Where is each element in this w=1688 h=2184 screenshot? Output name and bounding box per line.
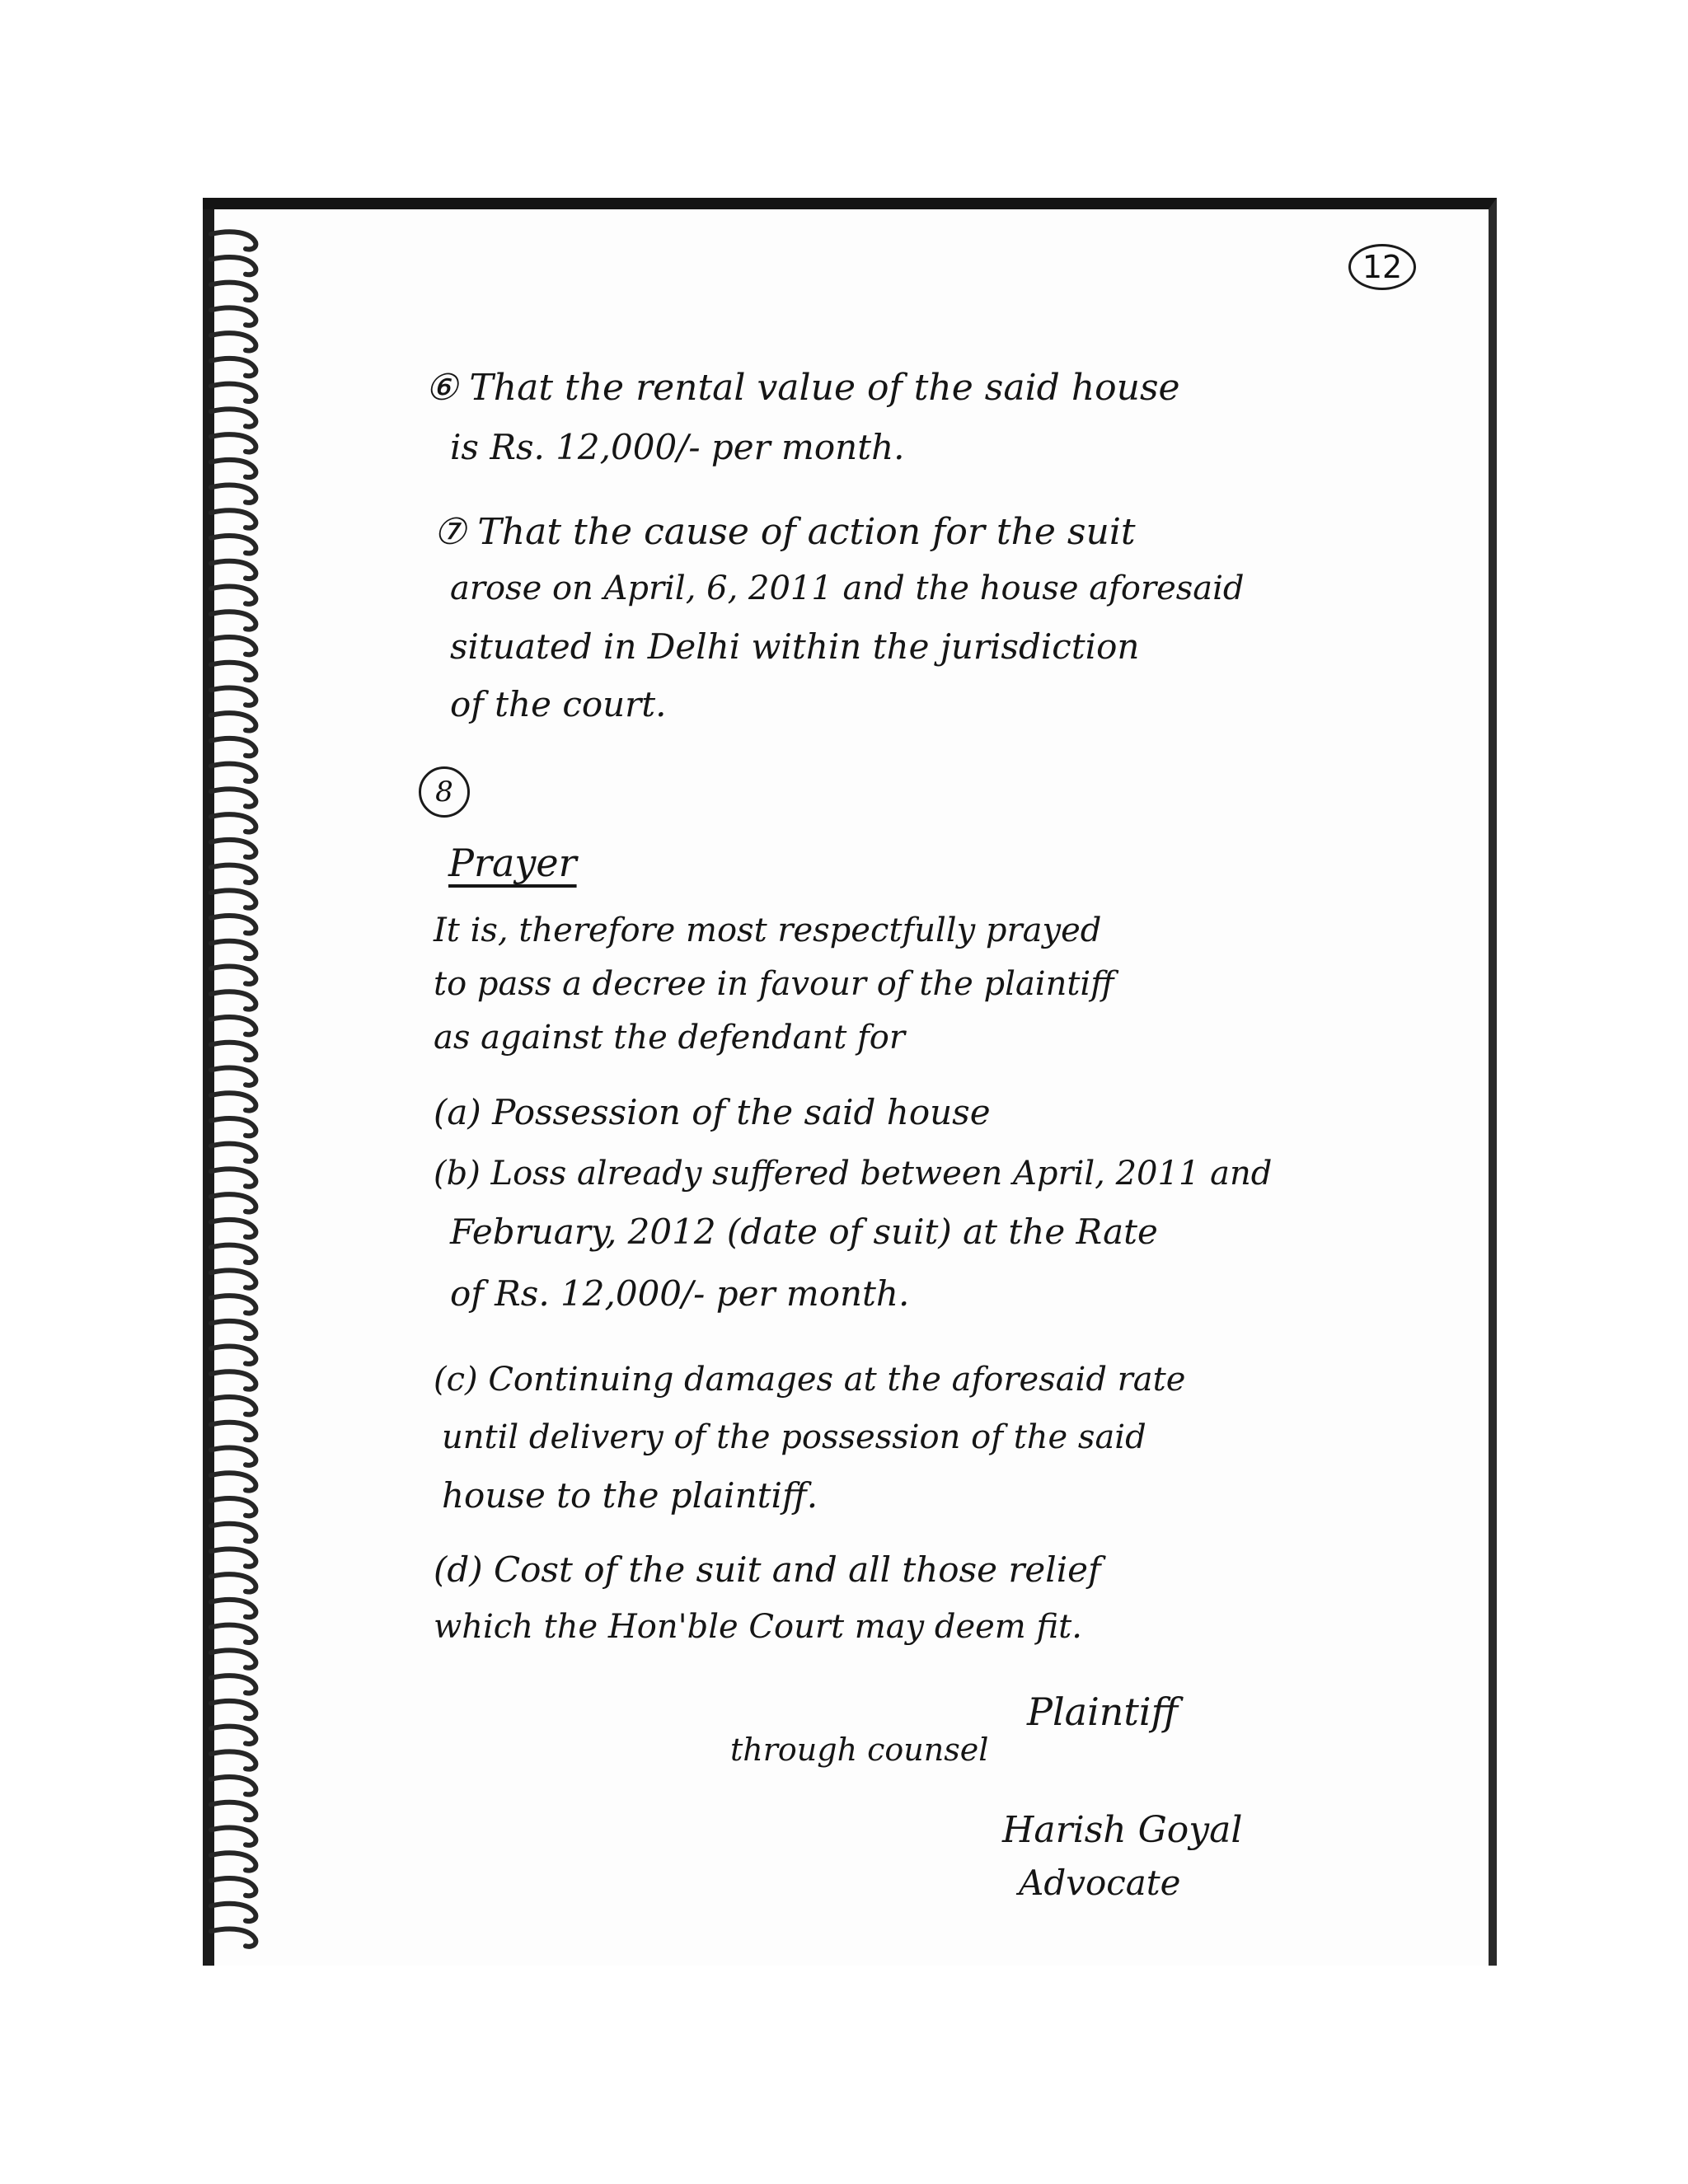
spiral-coil (211, 663, 256, 680)
spiral-coil (211, 587, 256, 604)
spiral-coil (211, 1727, 256, 1744)
para-8-number: 8 (419, 766, 470, 818)
signature-advocate-name: Harish Goyal (1002, 1809, 1243, 1851)
spiral-coil (211, 1194, 256, 1212)
signature-plaintiff: Plaintiff (1027, 1690, 1179, 1734)
item-d-line-2: which the Hon'ble Court may deem fit. (434, 1608, 1082, 1646)
spiral-coil (211, 561, 256, 579)
spiral-coil (211, 1878, 256, 1896)
spiral-coil (211, 257, 256, 274)
spiral-coil (211, 941, 256, 958)
spiral-coil (211, 687, 256, 705)
para-6-line-1: ⑥ That the rental value of the said house (425, 367, 1180, 409)
spiral-coil (211, 1828, 256, 1845)
spiral-coil (211, 1296, 256, 1313)
para-7-line-4: of the court. (450, 684, 667, 724)
spiral-coil (211, 637, 256, 654)
item-b-line-2: February, 2012 (date of suit) at the Rate (450, 1212, 1158, 1252)
spiral-coil (211, 1017, 256, 1034)
spiral-coil (211, 460, 256, 477)
spiral-coil (211, 789, 256, 806)
spiral-coil (211, 409, 256, 426)
signature-through-counsel: through counsel (730, 1732, 989, 1768)
spiral-coil (211, 1650, 256, 1667)
spiral-coil (211, 1473, 256, 1490)
spiral-coil (211, 865, 256, 883)
prayer-line-1: It is, therefore most respectfully prayed (434, 912, 1102, 949)
para-6-line-2: is Rs. 12,000/- per month. (450, 427, 905, 467)
spiral-coil (211, 1347, 256, 1364)
spiral-coil (211, 536, 256, 553)
item-c-line-2: until delivery of the possession of the said (442, 1418, 1146, 1456)
spiral-coil (211, 1043, 256, 1060)
para-7-line-1: ⑦ That the cause of action for the suit (434, 511, 1136, 553)
item-c-line-3: house to the plaintiff. (442, 1475, 818, 1516)
notebook-page (203, 198, 1497, 1966)
spiral-coil (211, 1498, 256, 1516)
spiral-coil (211, 1625, 256, 1643)
spiral-coil (211, 232, 256, 249)
spiral-coil (211, 384, 256, 401)
spiral-coil (211, 814, 256, 832)
spiral-coil (211, 1422, 256, 1440)
spiral-coil (211, 434, 256, 452)
spiral-coil (211, 1549, 256, 1566)
spiral-coil (211, 916, 256, 933)
spiral-coil (211, 1675, 256, 1693)
prayer-line-3: as against the defendant for (434, 1019, 906, 1057)
spiral-coil (211, 485, 256, 503)
para-7-line-2: arose on April, 6, 2011 and the house aforesaid (450, 569, 1245, 607)
spiral-coil (211, 840, 256, 857)
spiral-coil (211, 333, 256, 350)
spiral-coil (211, 1270, 256, 1287)
spiral-coil (211, 1777, 256, 1794)
spiral-coil (211, 1169, 256, 1186)
spiral-coil (211, 738, 256, 756)
spiral-coil (211, 1321, 256, 1338)
para-7-line-3: situated in Delhi within the jurisdiction (450, 626, 1140, 667)
prayer-line-2: to pass a decree in favour of the plaintiff (434, 965, 1114, 1003)
spiral-coil (211, 1371, 256, 1389)
spiral-coil (211, 1093, 256, 1110)
spiral-coil (211, 307, 256, 325)
spiral-coil (211, 1853, 256, 1870)
spiral-coil (211, 1397, 256, 1414)
spiral-coil (211, 967, 256, 984)
spiral-coil (211, 1245, 256, 1263)
spiral-coil (211, 890, 256, 907)
spiral-coil (211, 1144, 256, 1161)
item-a-line-1: (a) Possession of the said house (434, 1092, 991, 1132)
spiral-coil (211, 764, 256, 781)
spiral-coil (211, 1904, 256, 1921)
spiral-coil (211, 1751, 256, 1769)
spiral-binding (208, 226, 265, 1965)
spiral-coil (211, 1929, 256, 1947)
spiral-coil (211, 1701, 256, 1718)
spiral-coil (211, 1220, 256, 1237)
signature-advocate-title: Advocate (1019, 1863, 1181, 1903)
spiral-coil (211, 510, 256, 527)
item-b-line-1: (b) Loss already suffered between April, 2011 and (434, 1155, 1273, 1193)
page-number: 12 (1348, 244, 1416, 290)
spiral-coil (211, 1574, 256, 1591)
spiral-coil (211, 359, 256, 376)
spiral-coil (211, 1600, 256, 1617)
spiral-coil (211, 612, 256, 629)
spiral-coil (211, 1802, 256, 1820)
prayer-heading: Prayer (448, 841, 577, 885)
spiral-coil (211, 1448, 256, 1465)
item-b-line-3: of Rs. 12,000/- per month. (450, 1273, 910, 1314)
spiral-coil (211, 1524, 256, 1541)
spiral-coil (211, 713, 256, 730)
spiral-coil (211, 283, 256, 300)
item-d-line-1: (d) Cost of the suit and all those relief (434, 1549, 1101, 1590)
item-c-line-1: (c) Continuing damages at the aforesaid rate (434, 1361, 1186, 1399)
spiral-coil (211, 991, 256, 1009)
spiral-coil (211, 1068, 256, 1085)
spiral-coil (211, 1118, 256, 1136)
